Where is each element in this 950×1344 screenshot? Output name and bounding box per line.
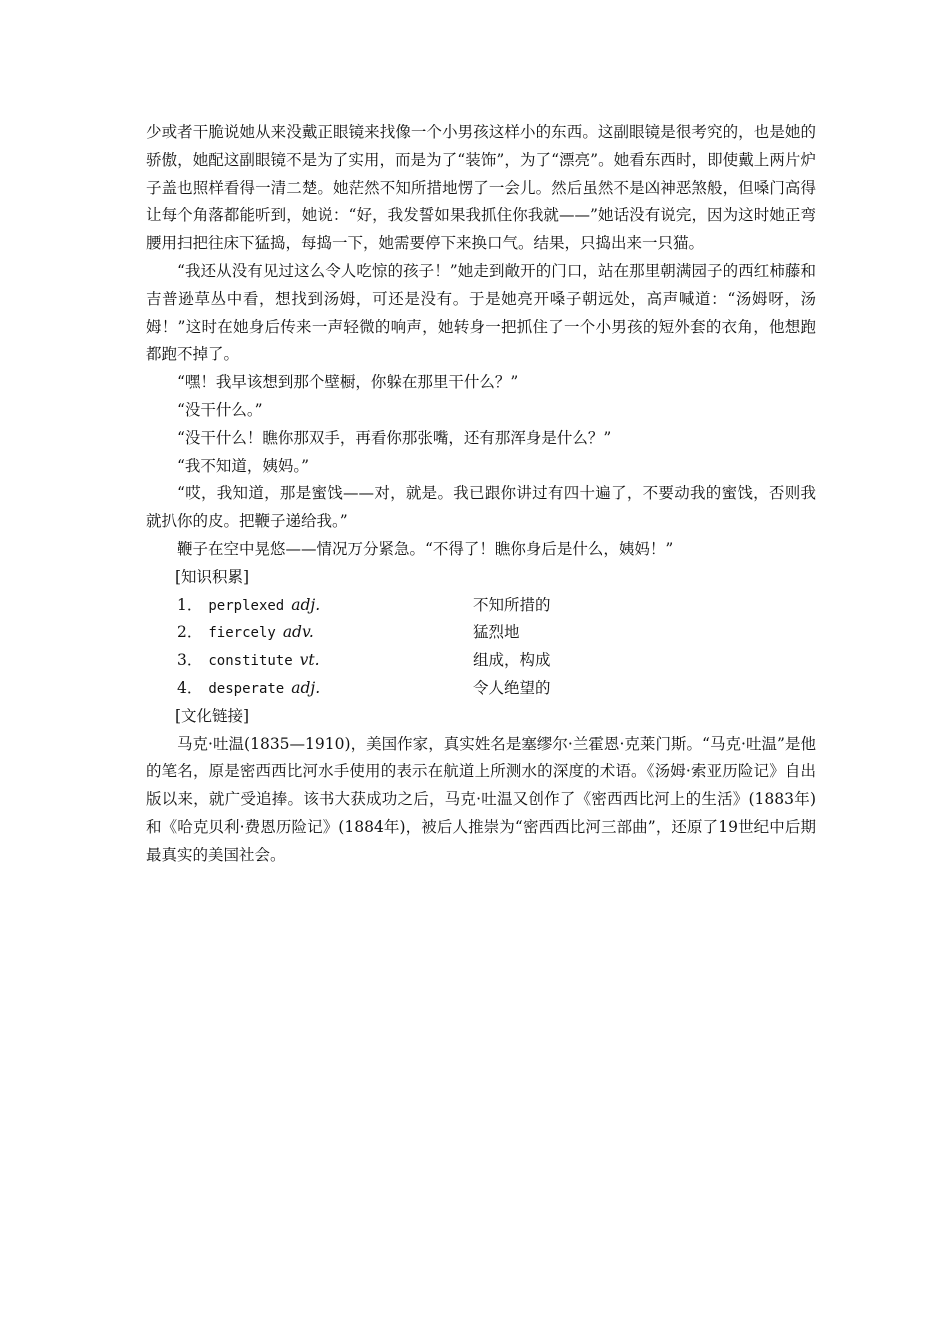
- vocabulary-word: perplexed: [208, 597, 285, 614]
- document-page: [146, 119, 816, 870]
- story-paragraph-6: “我不知道，姨妈。”: [177, 456, 310, 475]
- vocabulary-part-of-speech: adj.: [291, 678, 321, 697]
- vocabulary-part-of-speech: adv.: [282, 623, 314, 642]
- vocabulary-number: 2．: [177, 623, 203, 642]
- vocabulary-item: [146, 619, 816, 647]
- story-paragraph-1: 少或者干脆说她从来没戴正眼镜来找像一个小男孩这样小的东西。这副眼镜是很考究的，也是她的骄傲，她配这副眼镜不是为了实用，而是为了“装饰”，为了“漂亮”。她看东西时，即使戴上两片炉子盖也照样看得一清二楚。她茫然不知所措地愣了一会儿。然后虽然不是凶神恶煞般，但嗓门高得让每个角落都能听到，她说：“好，我发誓如果我抓住你我就——”她话没有说完，因为这时她正弯腰用扫把往床下猛捣，每捣一下，她需要停下来换口气。结果，只捣出来一只猫。: [146, 123, 816, 253]
- vocabulary-term: [177, 619, 473, 647]
- vocabulary-number: 4．: [177, 678, 203, 697]
- vocabulary-term: [177, 675, 473, 703]
- knowledge-heading: [知识积累]: [175, 567, 250, 586]
- vocabulary-meaning: 令人绝望的: [473, 678, 551, 697]
- vocabulary-item: [146, 647, 816, 675]
- culture-heading: [文化链接]: [175, 706, 250, 725]
- vocabulary-item: [146, 592, 816, 620]
- vocabulary-word: constitute: [208, 653, 293, 670]
- story-paragraph-7: “哎，我知道，那是蜜饯——对，就是。我已跟你讲过有四十遍了，不要动我的蜜饯，否则我就扒你的皮。把鞭子递给我。”: [146, 484, 816, 531]
- vocabulary-number: 1．: [177, 595, 203, 614]
- story-paragraph-5: “没干什么！瞧你那双手，再看你那张嘴，还有那浑身是什么？”: [177, 428, 612, 447]
- vocabulary-meaning: 猛烈地: [473, 623, 520, 642]
- story-paragraph-8: 鞭子在空中晃悠——情况万分紧急。“不得了！瞧你身后是什么，姨妈！”: [177, 539, 674, 558]
- vocabulary-meaning: 不知所措的: [473, 595, 551, 614]
- vocabulary-word: desperate: [208, 680, 285, 697]
- vocabulary-item: [146, 675, 816, 703]
- vocabulary-term: [177, 647, 473, 675]
- vocabulary-number: 3．: [177, 651, 203, 670]
- story-paragraph-3: “嘿！我早该想到那个壁橱，你躲在那里干什么？”: [177, 373, 519, 392]
- vocabulary-meaning: 组成，构成: [473, 651, 551, 670]
- story-paragraph-4: “没干什么。”: [177, 400, 263, 419]
- vocabulary-part-of-speech: vt.: [299, 651, 320, 670]
- vocabulary-term: [177, 592, 473, 620]
- vocabulary-list: [146, 592, 816, 703]
- vocabulary-word: fiercely: [208, 625, 276, 642]
- vocabulary-part-of-speech: adj.: [291, 595, 321, 614]
- story-paragraph-2: “我还从没有见过这么令人吃惊的孩子！”她走到敞开的门口，站在那里朝满园子的西红柿藤和吉普逊草丛中看，想找到汤姆，可还是没有。于是她亮开嗓子朝远处，高声喊道：“汤姆呀，汤姆！”这时在她身后传来一声轻微的响声，她转身一把抓住了一个小男孩的短外套的衣角，他想跑都跑不掉了。: [146, 261, 816, 364]
- culture-paragraph: 马克·吐温(1835—1910)，美国作家，真实姓名是塞缪尔·兰霍恩·克莱门斯。“马克·吐温”是他的笔名，原是密西西比河水手使用的表示在航道上所测水的深度的术语。《汤姆·索亚历险记》自出版以来，就广受追捧。该书大获成功之后，马克·吐温又创作了《密西西比河上的生活》(1883年)和《哈克贝利·费恩历险记》(1884年)，被后人推崇为“密西西比河三部曲”，还原了19世纪中后期最真实的美国社会。: [146, 734, 816, 864]
